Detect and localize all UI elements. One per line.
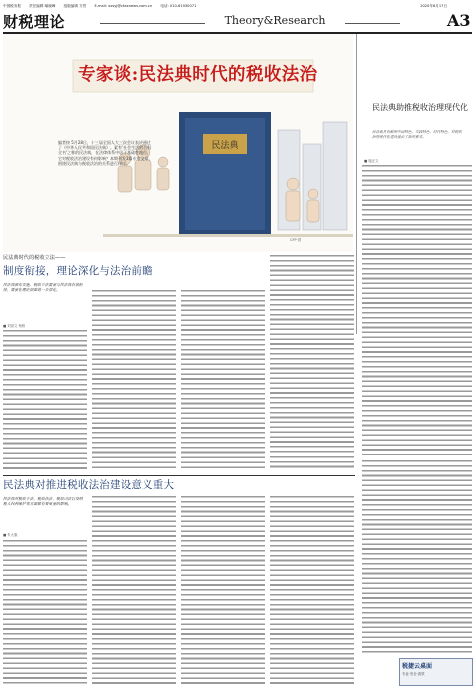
editor-info: 责任编辑 喻晓峰 [29,4,56,8]
column-divider [356,34,357,334]
article2-author: ■ 朱大旗 [3,533,18,537]
section-subtitle: Theory&Research [205,14,345,28]
article1-col-4 [270,255,354,470]
article1-author: ■ 刘剑文 杨桥 [3,324,26,328]
book-label: 民法典 [211,141,239,151]
article2-col-1 [3,540,87,684]
right-article-lead: 民法典具有鲜明中国特色、实践特色、时代特色，对税收治理现代化建设提出了新的要求。 [372,130,462,139]
image-credit: CFP 供 [290,238,302,242]
ad-text: 专业·安全·高效 [402,672,425,676]
article2-col-2 [92,496,176,684]
page-number: A3 [447,11,471,30]
article1-kicker: 民法典时代的税收立法—— [3,255,66,261]
article2-divider [3,475,355,476]
right-article-body-cont [362,460,472,654]
right-article-title: 民法典助推税收治理现代化 [372,103,468,112]
article2-col-3 [181,496,265,684]
issue-date: 2020年6月17日 [420,4,447,8]
article1-title: 制度衔接，理论深化与法治前瞻 [3,265,153,277]
ad-title: 税捷云桌面 [402,664,433,670]
article2-col-4 [270,496,354,684]
layout-editor: 组版编辑 方哲 [63,4,87,8]
article1-col-2 [92,290,176,470]
phone-info: 电话: 010-61930071 [160,4,197,8]
article2-title: 民法典对推进税收法治建设意义重大 [3,479,175,491]
article2-lead: 民法典对税收立法、税收执法、税收司法以及纳税人权利保护等方面都有着重要的影响。 [3,496,83,507]
right-article-body [362,165,472,455]
editor-note: 编者按 5月28日，十三届全国人大三次会议表决通过了《中华人民共和国民法典》。素有'社会生活的百科全书'之称的民法典，在法律体系中居于基础性地位，它对税收法治建设有何影响？本期刊发3篇专家文章，围绕民法典与税收法治的关系进行探讨。 [58,140,153,166]
article1-lead: 民法典颁布实施，税收立法需要与民法典有效衔接，需要在理论层面进一步深化。 [3,282,83,293]
section-title: 财税理论 [3,13,66,31]
article1-col-3 [181,290,265,470]
article1-col-1 [3,330,87,470]
masthead-bar [3,2,472,10]
email-info: E-mail: xxsyj@ctaxnews.com.cn [94,4,153,8]
right-article-author: ■ 施正文 [364,159,379,163]
feature-headline: 专家谈:民法典时代的税收法治 [78,65,318,85]
paper-name: 中国税务报 [3,4,21,8]
